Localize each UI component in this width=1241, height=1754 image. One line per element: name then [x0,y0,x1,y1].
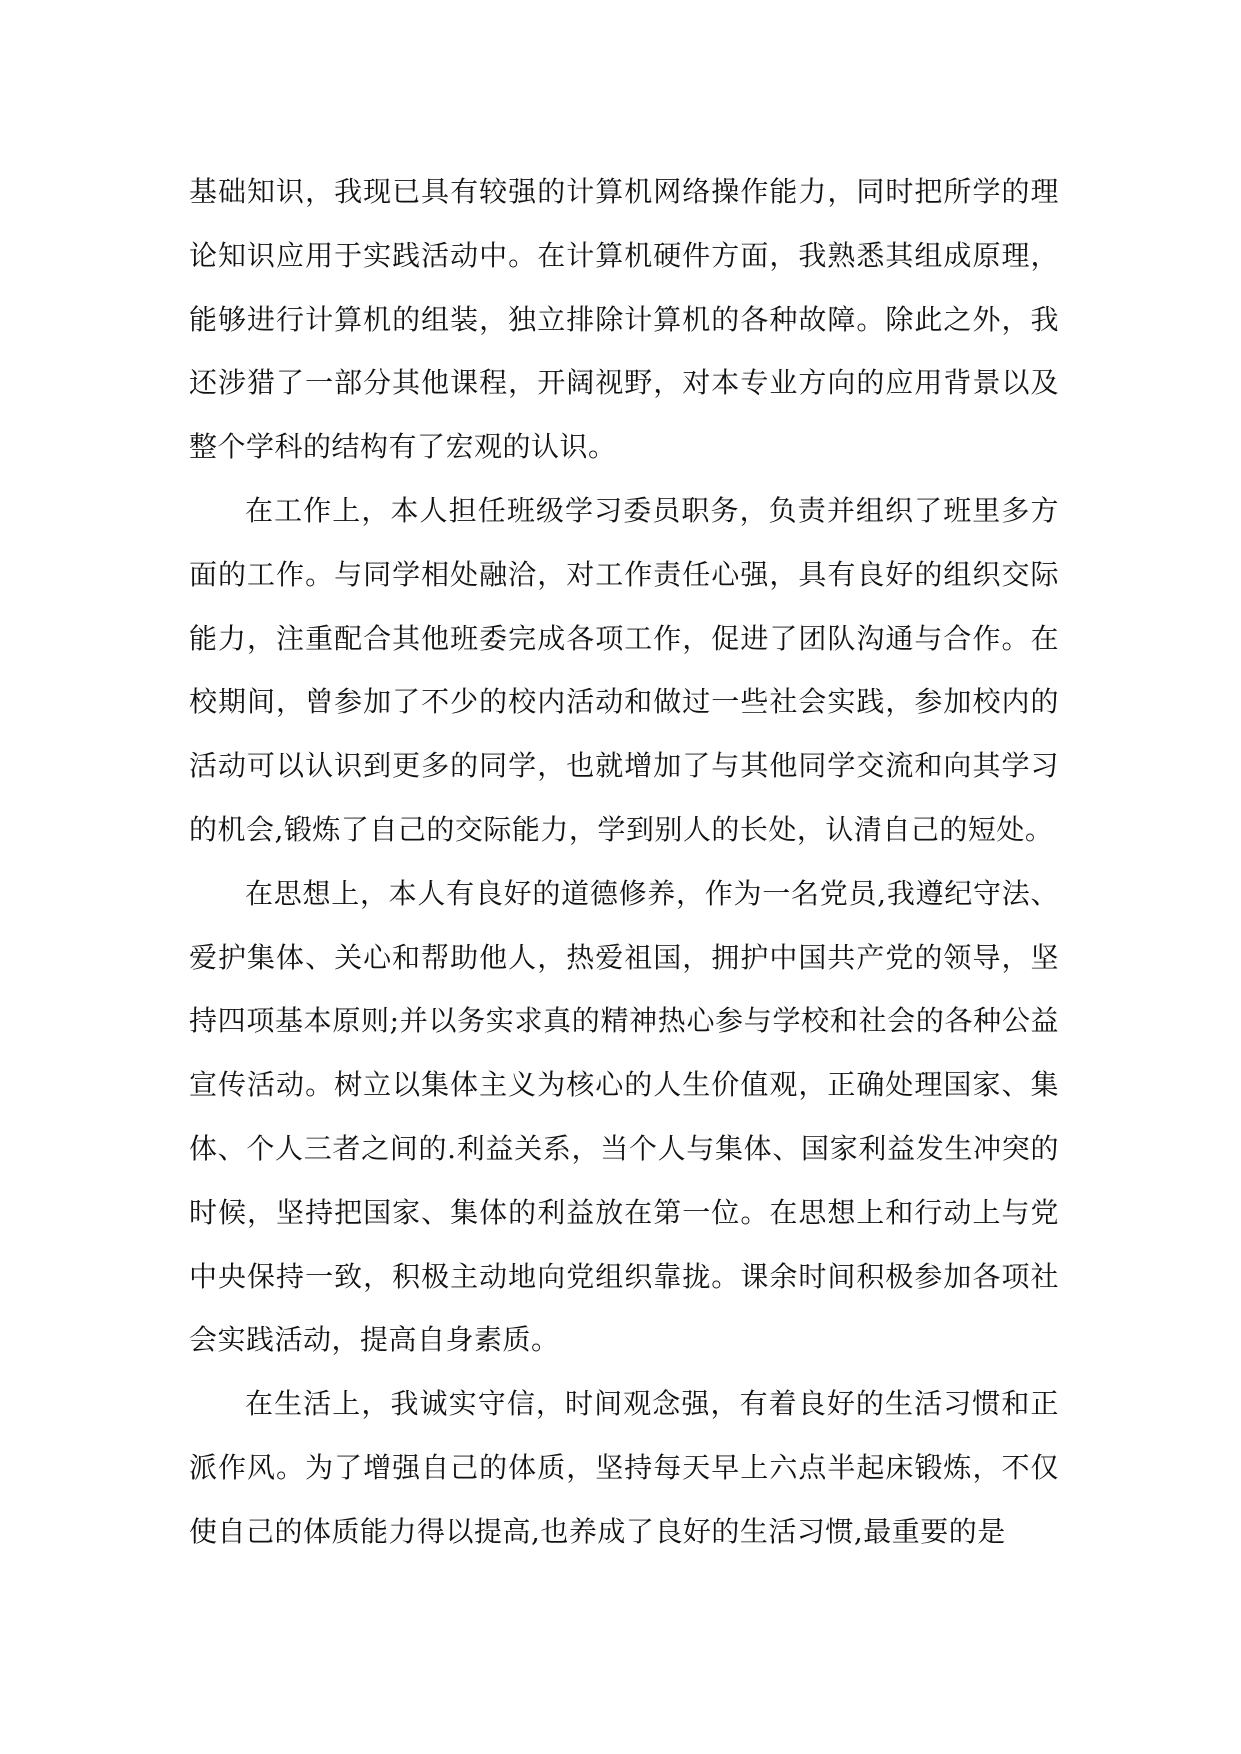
paragraph-education: 基础知识，我现已具有较强的计算机网络操作能力，同时把所学的理论知识应用于实践活动中。在计算机硬件方面，我熟悉其组成原理，能够进行计算机的组装，独立排除计算机的各种故障。除此之外，我还涉猎了一部分其他课程，开阔视野，对本专业方向的应用背景以及整个学科的结构有了宏观的认识。 [189,175,1059,464]
paragraph-life: 在生活上，我诚实守信，时间观念强，有着良好的生活习惯和正派作风。为了增强自己的体质，坚持每天早上六点半起床锻炼，不仅使自己的体质能力得以提高,也养成了良好的生活习惯,最重要的是 [189,1387,1059,1548]
paragraph-thought: 在思想上，本人有良好的道德修养，作为一名党员,我遵纪守法、爱护集体、关心和帮助他人，热爱祖国，拥护中国共产党的领导，坚持四项基本原则;并以务实求真的精神热心参与学校和社会的各种公益宣传活动。树立以集体主义为核心的人生价值观，正确处理国家、集体、个人三者之间的.利益关系，当个人与集体、国家利益发生冲突的时候，坚持把国家、集体的利益放在第一位。在思想上和行动上与党中央保持一致，积极主动地向党组织靠拢。课余时间积极参加各项社会实践活动，提高自身素质。 [189,876,1059,1357]
document-page [189,160,1059,1564]
paragraph-work: 在工作上，本人担任班级学习委员职务，负责并组织了班里多方面的工作。与同学相处融洽，对工作责任心强，具有良好的组织交际能力，注重配合其他班委完成各项工作，促进了团队沟通与合作。在校期间，曾参加了不少的校内活动和做过一些社会实践，参加校内的活动可以认识到更多的同学，也就增加了与其他同学交流和向其学习的机会,锻炼了自己的交际能力，学到别人的长处，认清自己的短处。 [189,493,1059,846]
